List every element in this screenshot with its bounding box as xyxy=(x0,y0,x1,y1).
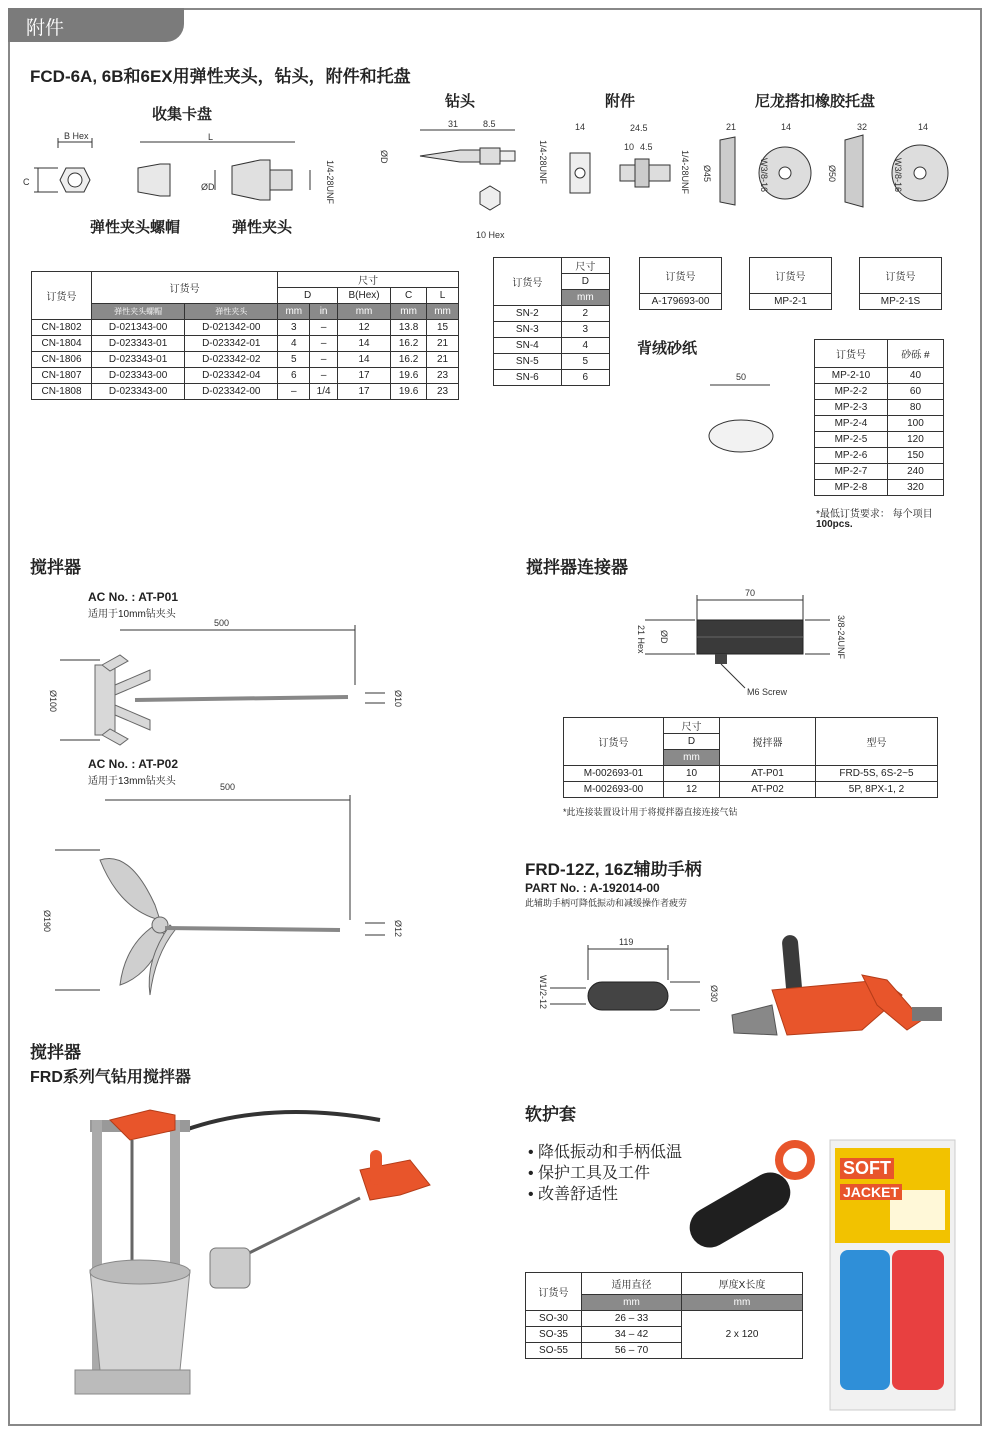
dim-p32: 32 xyxy=(857,122,868,132)
dim-unf2: 1/4-28UNF xyxy=(538,140,548,185)
attachment-label: 附件 xyxy=(605,93,636,110)
sandpaper-label: 背绒砂纸 xyxy=(637,340,698,357)
dim-a14: 14 xyxy=(575,122,586,132)
table-cell: D-021343-00 xyxy=(92,320,185,336)
connector-dim70: 70 xyxy=(745,588,756,598)
dim-d: ØD xyxy=(201,182,215,192)
handle-len: 119 xyxy=(619,937,634,947)
frd12-part: PART No. : A-192014-00 xyxy=(525,881,660,895)
sn-table-row xyxy=(494,306,610,322)
dim-unf3: 1/4-28UNF xyxy=(680,150,690,195)
collet-table-row xyxy=(32,368,459,384)
dim-a10: 10 xyxy=(624,142,635,152)
order-box-3: 订货号 MP-2-1S xyxy=(859,257,942,310)
connector-unf: 3/8-24UNF xyxy=(836,615,846,660)
table-cell: 240 xyxy=(887,464,943,480)
connector-hex: 21 Hex xyxy=(636,625,646,654)
connector-drawing xyxy=(625,590,865,705)
handle-drawing xyxy=(530,940,730,1020)
table-cell: D-023343-00 xyxy=(92,384,185,400)
table-cell: 60 xyxy=(887,384,943,400)
sn-table-row xyxy=(494,370,610,386)
table-cell: MP-2-4 xyxy=(815,416,888,432)
table-cell: 19.6 xyxy=(391,368,427,384)
table-cell: D-023343-00 xyxy=(92,368,185,384)
table-cell: 14 xyxy=(338,352,391,368)
table-cell: 13.8 xyxy=(391,320,427,336)
soft-bullet-1: • 降低振动和手柄低温 xyxy=(528,1144,683,1161)
table-cell: MP-2-7 xyxy=(815,464,888,480)
order-box-2: 订货号 MP-2-1 xyxy=(749,257,832,310)
mp-table-row xyxy=(815,448,944,464)
sand-dim: 50 xyxy=(736,372,747,382)
table-cell: SN-4 xyxy=(494,338,562,354)
table-cell: 100 xyxy=(887,416,943,432)
table-cell: MP-2-6 xyxy=(815,448,888,464)
mixer-p01-dia: Ø100 xyxy=(48,690,58,713)
table-cell: CN-1807 xyxy=(32,368,92,384)
table-cell: 12 xyxy=(338,320,391,336)
table-cell: MP-2-8 xyxy=(815,480,888,496)
table-cell: CN-1804 xyxy=(32,336,92,352)
dim-85: 8.5 xyxy=(483,119,496,129)
mixer-title: 搅拌器 xyxy=(30,558,81,577)
dim-pw: W3/8-16 xyxy=(759,158,769,193)
table-cell: D-023342-00 xyxy=(185,384,278,400)
mixer-p01-drawing xyxy=(40,625,420,755)
drill-photo xyxy=(712,935,952,1055)
soft-package-brand2: JACKET xyxy=(840,1184,902,1200)
table-cell: – xyxy=(310,320,338,336)
dim-dd: ØD xyxy=(379,150,389,164)
drill-label: 钻头 xyxy=(445,93,476,110)
table-cell: 3 xyxy=(561,322,609,338)
mixer-p02-drawing xyxy=(40,795,420,1005)
sn-table-row xyxy=(494,354,610,370)
table-cell: 6 xyxy=(278,368,310,384)
handle-dia: Ø30 xyxy=(709,985,719,1003)
dim-p50: Ø50 xyxy=(827,165,837,183)
frd12-title: FRD-12Z, 16Z辅助手柄 xyxy=(525,860,702,879)
table-cell: 4 xyxy=(278,336,310,352)
collector-label: 收集卡盘 xyxy=(152,106,213,123)
mixer-p02-len: 500 xyxy=(220,782,236,792)
table-cell: 3 xyxy=(278,320,310,336)
table-cell: – xyxy=(278,384,310,400)
table-cell: D-021342-00 xyxy=(185,320,278,336)
min-order-qty: 100pcs. xyxy=(816,519,853,530)
table-cell: 5 xyxy=(278,352,310,368)
table-cell: SN-6 xyxy=(494,370,562,386)
collet-table-row xyxy=(32,384,459,400)
table-cell: 5 xyxy=(561,354,609,370)
mixer2-subtitle: FRD系列气钻用搅拌器 xyxy=(30,1069,191,1086)
fcd-title: FCD-6A, 6B和6EX用弹性夹头，钻头，附件和托盘 xyxy=(30,67,411,86)
table-cell: D-023342-02 xyxy=(185,352,278,368)
dim-unf: 1/4-28UNF xyxy=(325,160,335,205)
table-cell: 23 xyxy=(427,384,459,400)
table-cell: – xyxy=(310,336,338,352)
table-cell: MP-2-10 xyxy=(815,368,888,384)
connector-title: 搅拌器连接器 xyxy=(526,558,628,577)
soft-title: 软护套 xyxy=(525,1105,576,1124)
table-cell: 40 xyxy=(887,368,943,384)
soft-package-brand1: SOFT xyxy=(840,1158,894,1179)
mp-table-row xyxy=(815,384,944,400)
sn-table-row xyxy=(494,338,610,354)
dim-hex10: 10 Hex xyxy=(476,230,505,240)
table-cell: SN-3 xyxy=(494,322,562,338)
mixer-p02-dia: Ø190 xyxy=(42,910,52,933)
table-cell: 1/4 xyxy=(310,384,338,400)
table-cell: 21 xyxy=(427,336,459,352)
mixer-p02-ac: AC No. : AT-P02 xyxy=(88,757,179,771)
soft-grip-photo xyxy=(675,1140,825,1250)
table-cell: 17 xyxy=(338,368,391,384)
attachment-drawing xyxy=(560,125,690,195)
table-cell: CN-1808 xyxy=(32,384,92,400)
order-box-1: 订货号 A-179693-00 xyxy=(639,257,722,310)
table-cell: 15 xyxy=(427,320,459,336)
connector-table: 订货号 尺寸 搅拌器 型号 D mm M-002693-01 10 AT-P01 FRD-5S, 6S-2~5 M-002693-00 12 AT-P02 5P, 8PX-1, 2 xyxy=(563,717,938,798)
mixer-p02-note: 适用于13mm钻夹头 xyxy=(88,776,176,787)
dim-l: L xyxy=(208,132,214,142)
collet-table-row xyxy=(32,320,459,336)
table-cell: D-023343-01 xyxy=(92,336,185,352)
table-cell: 19.6 xyxy=(391,384,427,400)
sandpaper-drawing xyxy=(700,375,780,455)
section-tab: 附件 xyxy=(8,8,184,42)
table-cell: – xyxy=(310,368,338,384)
soft-table: 订货号 适用直径 厚度X长度 mm mm SO-30 26 – 33 2 x 120 SO-35 34 – 42 SO-55 56 – 70 xyxy=(525,1272,803,1359)
table-cell: MP-2-2 xyxy=(815,384,888,400)
sn-table-row xyxy=(494,322,610,338)
collet-label: 弹性夹头 xyxy=(232,219,293,236)
connector-od: ØD xyxy=(659,630,669,644)
table-cell: 120 xyxy=(887,432,943,448)
dim-bhex: B Hex xyxy=(64,131,89,141)
table-cell: SN-5 xyxy=(494,354,562,370)
table-cell: D-023343-01 xyxy=(92,352,185,368)
soft-package-photo xyxy=(830,1140,955,1410)
sn-table: 订货号 尺寸 D mm SN-2 2 SN-3 3 SN-4 4 SN-5 5 SN-6 6 xyxy=(493,257,610,386)
mixer-p01-note: 适用于10mm钻夹头 xyxy=(88,609,176,620)
table-cell: D-023342-01 xyxy=(185,336,278,352)
table-cell: CN-1806 xyxy=(32,352,92,368)
dim-a245: 24.5 xyxy=(630,123,648,133)
mixer-p01-ac: AC No. : AT-P01 xyxy=(88,590,179,604)
dim-c: C xyxy=(23,177,30,187)
table-cell: 6 xyxy=(561,370,609,386)
table-cell: 2 xyxy=(561,306,609,322)
soft-bullet-3: • 改善舒适性 xyxy=(528,1186,619,1203)
table-cell: – xyxy=(310,352,338,368)
mixer-p02-shaft: Ø12 xyxy=(393,920,403,938)
dim-pw2: W3/8-16 xyxy=(893,158,903,193)
table-cell: CN-1802 xyxy=(32,320,92,336)
table-cell: 150 xyxy=(887,448,943,464)
collet-table-row xyxy=(32,352,459,368)
mp-table-row xyxy=(815,464,944,480)
dim-p14: 14 xyxy=(781,122,792,132)
mp-table-row xyxy=(815,368,944,384)
collet-table-row xyxy=(32,336,459,352)
mixer2-title: 搅拌器 xyxy=(30,1043,81,1062)
mp-table-row xyxy=(815,400,944,416)
handle-thread: W1/2-12 xyxy=(538,975,548,1010)
drill-drawing xyxy=(380,120,550,240)
dim-31: 31 xyxy=(448,119,459,129)
min-order-note: *最低订货要求： 每个项目 xyxy=(816,509,933,520)
collet-table-body xyxy=(32,320,459,400)
pad-label: 尼龙搭扣橡胶托盘 xyxy=(755,93,876,110)
mp-table: 订货号 砂砾 # MP-2-10 40 MP-2-2 60 MP-2-3 80 MP-2-4 100 MP-2-5 120 MP-2-6 150 MP-2-7 240 MP-2-8 320 xyxy=(814,339,944,496)
table-cell: 21 xyxy=(427,352,459,368)
table-cell: MP-2-3 xyxy=(815,400,888,416)
table-cell: 80 xyxy=(887,400,943,416)
soft-bullet-2: • 保护工具及工件 xyxy=(528,1165,651,1182)
table-cell: 16.2 xyxy=(391,352,427,368)
table-cell: 16.2 xyxy=(391,336,427,352)
table-cell: 23 xyxy=(427,368,459,384)
table-cell: 320 xyxy=(887,480,943,496)
collet-drawing xyxy=(20,130,340,215)
table-cell: 14 xyxy=(338,336,391,352)
mp-table-row xyxy=(815,416,944,432)
mp-table-row xyxy=(815,432,944,448)
frd12-note: 此辅助手柄可降低振动和减缓操作者疲劳 xyxy=(525,898,688,908)
table-cell: SN-2 xyxy=(494,306,562,322)
nut-label: 弹性夹头螺帽 xyxy=(90,219,181,236)
mixer-p01-len: 500 xyxy=(214,618,230,628)
collet-table: 订货号 订货号 尺寸 D B(Hex) C L 弹性夹头螺帽 弹性夹头 mm in mm mm mm CN-1802 D-021343-00 D-021342-00 3 – 12 13.8 15 CN-1804 D-023343-01 D-023342-01 4 – 14 16.2 21 CN-1806 D-023343-01 D-023342-02 5 – 14 16.2 21 CN-1807 D-023343-00 D-023342-04 6 – 17 19.6 23 CN-1808 D-023343-00 D-023342-00 – 1/4 17 19.6 23 xyxy=(31,271,459,400)
mixer-p01-shaft: Ø10 xyxy=(393,690,403,708)
table-cell: 4 xyxy=(561,338,609,354)
mp-table-row xyxy=(815,480,944,496)
dim-p45: Ø45 xyxy=(702,165,712,183)
dim-p14b: 14 xyxy=(918,122,929,132)
mixer-stand-photo xyxy=(70,1100,480,1410)
table-cell: MP-2-5 xyxy=(815,432,888,448)
table-cell: D-023342-04 xyxy=(185,368,278,384)
dim-p21: 21 xyxy=(726,122,737,132)
table-cell: 17 xyxy=(338,384,391,400)
connector-note: *此连接装置设计用于将搅拌器直接连接气钻 xyxy=(563,807,738,817)
connector-screw: M6 Screw xyxy=(747,687,788,697)
dim-a45: 4.5 xyxy=(640,142,653,152)
